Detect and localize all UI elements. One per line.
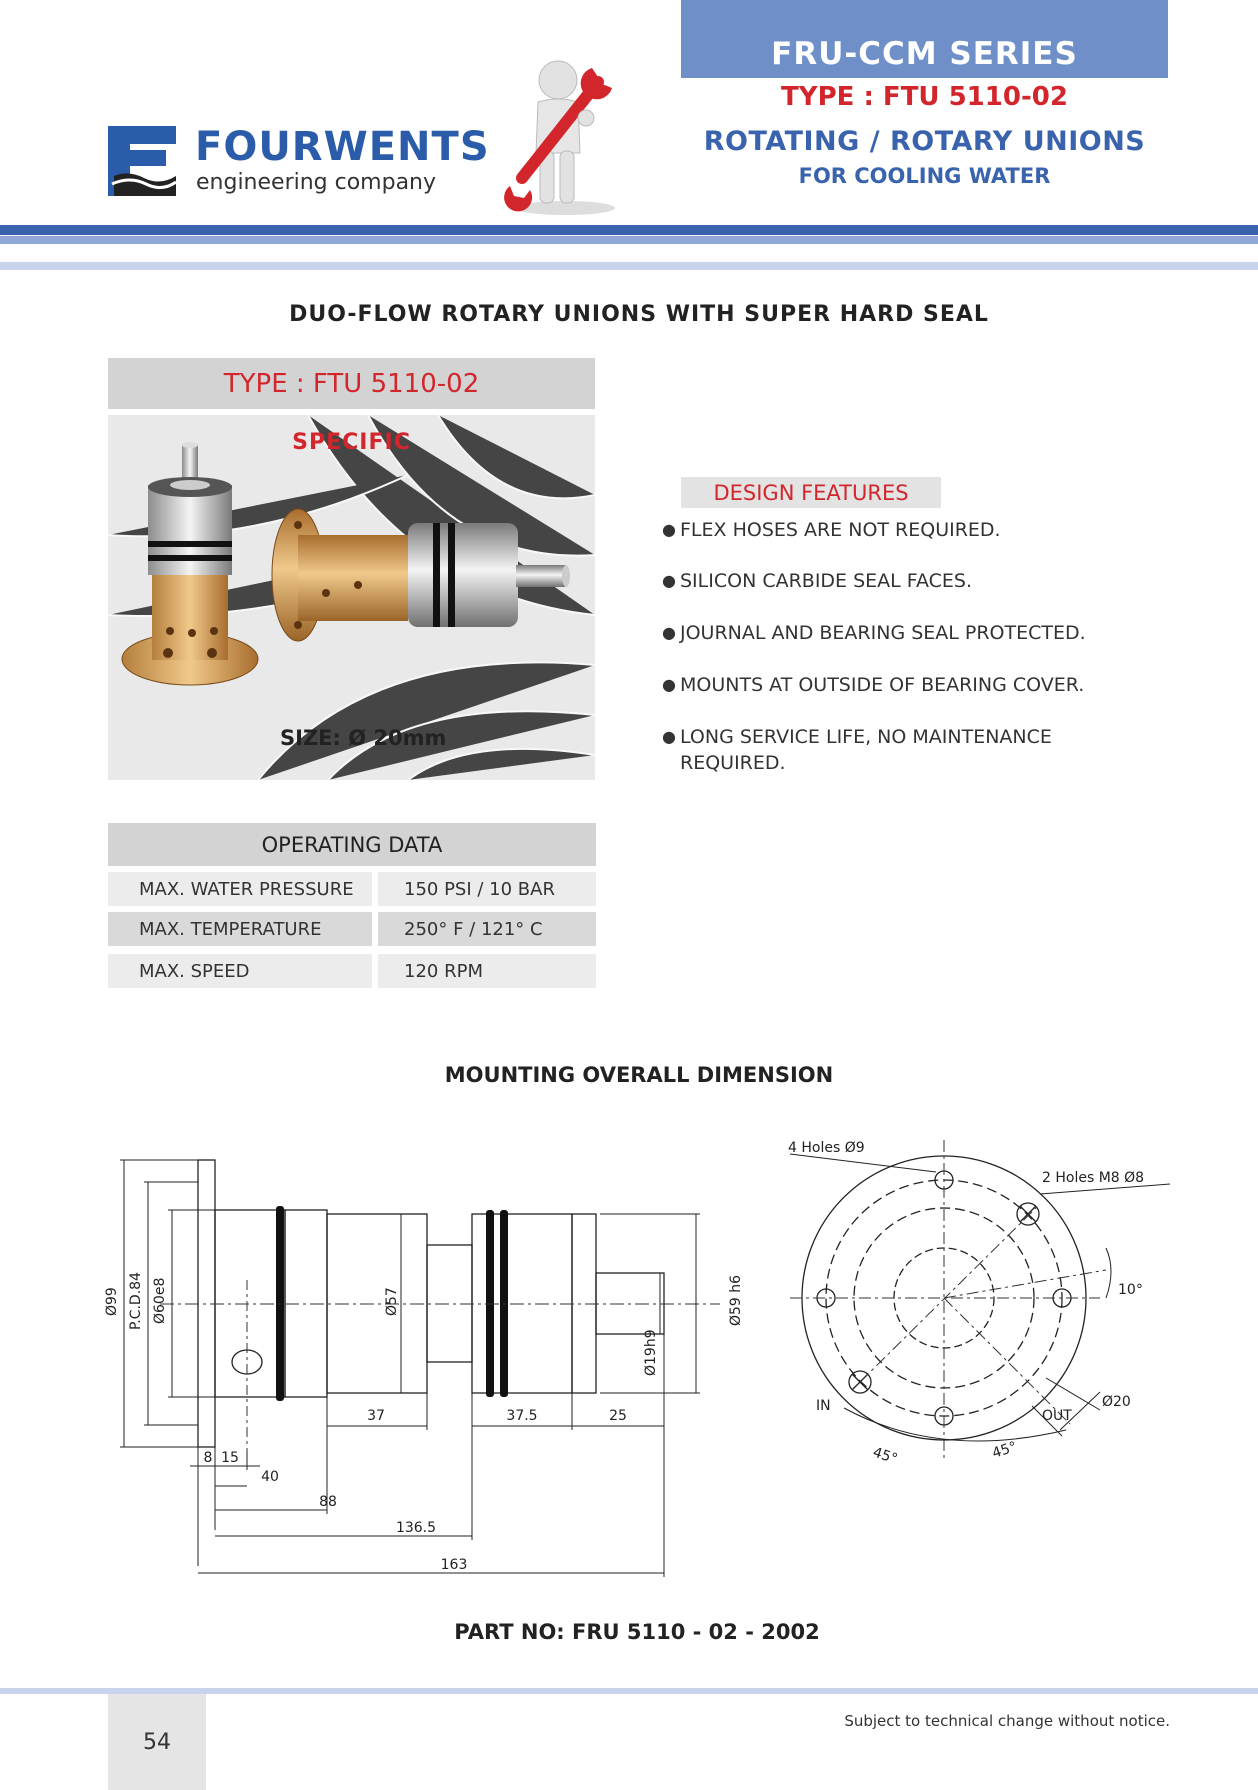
end-view-angle: 10° bbox=[1118, 1282, 1143, 1298]
company-logo-icon bbox=[108, 126, 176, 196]
part-number: PART NO: FRU 5110 - 02 - 2002 bbox=[454, 1620, 820, 1644]
feature-item: ● SILICON CARBIDE SEAL FACES. bbox=[662, 570, 973, 592]
dim-37-5: 37.5 bbox=[506, 1408, 538, 1424]
design-features-heading: DESIGN FEATURES bbox=[681, 477, 941, 508]
end-view-out-label: OUT bbox=[1042, 1408, 1072, 1424]
page-number: 54 bbox=[108, 1694, 206, 1790]
dim-136-5: 136.5 bbox=[395, 1520, 437, 1536]
feature-item: ● MOUNTS AT OUTSIDE OF BEARING COVER. bbox=[662, 674, 1085, 696]
drawing-title: MOUNTING OVERALL DIMENSION bbox=[444, 1063, 834, 1087]
dim-d60e8: Ø60e8 bbox=[152, 1277, 168, 1324]
end-view-holes-a: 4 Holes Ø9 bbox=[788, 1140, 865, 1156]
size-label: SIZE: Ø 20mm bbox=[280, 726, 447, 750]
page-headline: DUO-FLOW ROTARY UNIONS WITH SUPER HARD SEAL bbox=[289, 302, 989, 327]
operating-data-heading: OPERATING DATA bbox=[108, 823, 596, 866]
header-band-mid bbox=[0, 236, 1258, 244]
header-band-dark bbox=[0, 225, 1258, 235]
dim-40: 40 bbox=[261, 1469, 279, 1485]
end-view-in-label: IN bbox=[816, 1398, 831, 1414]
side-view-drawing bbox=[100, 1130, 760, 1590]
dim-37: 37 bbox=[367, 1408, 385, 1424]
header-band-light bbox=[0, 262, 1258, 270]
end-view-drawing bbox=[770, 1130, 1190, 1470]
feature-item: ● LONG SERVICE LIFE, NO MAINTENANCE REQUIRED. bbox=[662, 726, 1052, 774]
op-label-temperature: MAX. TEMPERATURE bbox=[108, 912, 372, 946]
dim-d59h6: Ø59 h6 bbox=[728, 1274, 744, 1326]
feature-item: ● FLEX HOSES ARE NOT REQUIRED. bbox=[662, 519, 1001, 541]
specific-tag: SPECIFIC bbox=[292, 430, 411, 455]
dim-d99: Ø99 bbox=[104, 1287, 120, 1316]
company-name: FOURWENTS bbox=[195, 124, 490, 170]
feature-item: ● JOURNAL AND BEARING SEAL PROTECTED. bbox=[662, 622, 1086, 644]
end-view-angle-right: 45° bbox=[990, 1438, 1019, 1462]
application-subtitle: FOR COOLING WATER bbox=[798, 164, 1051, 188]
dim-d19h9: Ø19h9 bbox=[643, 1329, 659, 1376]
company-subtitle: engineering company bbox=[196, 170, 437, 195]
product-type-label: TYPE : FTU 5110-02 bbox=[108, 358, 595, 409]
dim-163: 163 bbox=[440, 1557, 468, 1573]
op-label-speed: MAX. SPEED bbox=[108, 954, 372, 988]
end-view-angle-left: 45° bbox=[870, 1444, 900, 1468]
end-view-port: Ø20 bbox=[1102, 1394, 1131, 1410]
product-line-title: ROTATING / ROTARY UNIONS bbox=[703, 126, 1146, 157]
series-title: FRU-CCM SERIES bbox=[681, 0, 1168, 78]
op-label-pressure: MAX. WATER PRESSURE bbox=[108, 872, 372, 906]
op-value-speed: 120 RPM bbox=[378, 954, 596, 988]
dim-8: 8 bbox=[203, 1450, 213, 1466]
dim-88: 88 bbox=[319, 1494, 337, 1510]
dim-d57: Ø57 bbox=[384, 1287, 400, 1316]
dim-pcd84: P.C.D.84 bbox=[128, 1272, 144, 1330]
type-title: TYPE : FTU 5110-02 bbox=[781, 82, 1068, 112]
footer-notice: Subject to technical change without notice. bbox=[844, 1712, 1170, 1730]
dim-25: 25 bbox=[609, 1408, 627, 1424]
op-value-pressure: 150 PSI / 10 BAR bbox=[378, 872, 596, 906]
dim-15: 15 bbox=[221, 1450, 239, 1466]
op-value-temperature: 250° F / 121° C bbox=[378, 912, 596, 946]
end-view-holes-b: 2 Holes M8 Ø8 bbox=[1042, 1170, 1145, 1186]
mascot-wrench-icon bbox=[500, 58, 630, 218]
